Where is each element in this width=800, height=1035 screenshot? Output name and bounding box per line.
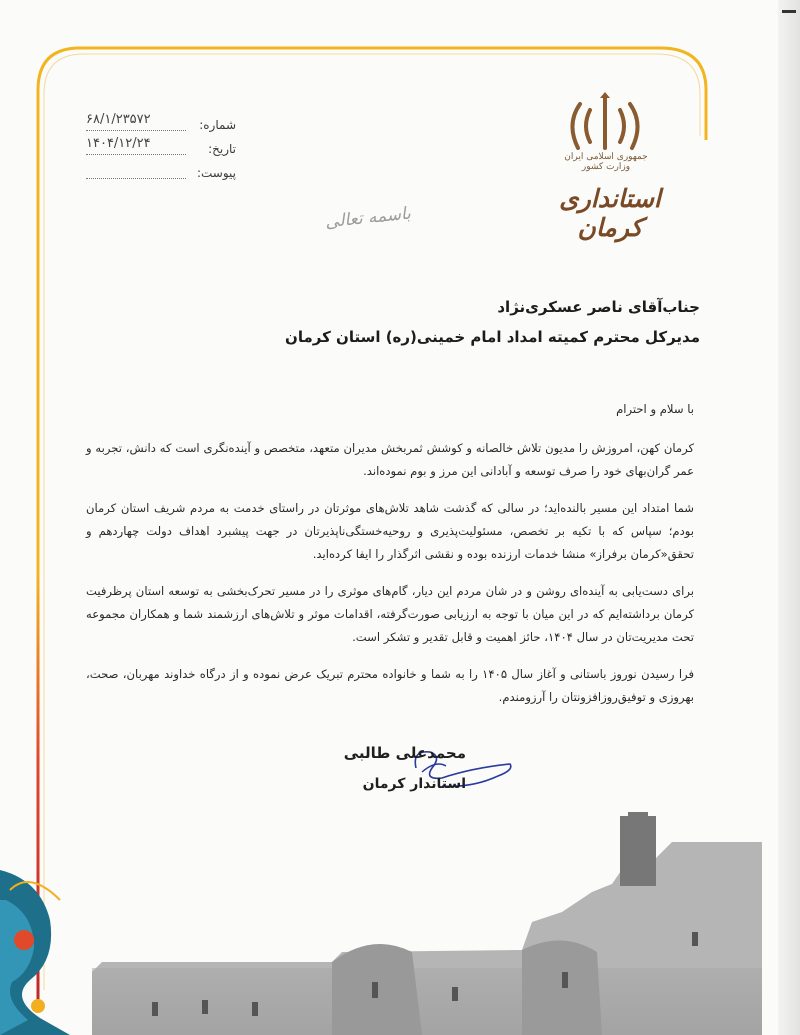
organization-name: استانداری کرمان [559,184,661,242]
emblem-subtitle-1: جمهوری اسلامی ایران [564,152,648,162]
date-row [86,136,236,160]
greeting: با سلام و احترام [616,402,694,416]
paragraph-4: فرا رسیدن نوروز باستانی و آغاز سال ۱۴۰۵ را به شما و خانواده محترم تبریک عرض نموده و از درگاه خداوند مهربان، صحت، بهروزی و توفیق‌روزافزونتان را آرزومندم. [86,667,694,704]
letter-body [86,398,694,723]
signer-name: محمدعلی طالبی [343,744,466,762]
number-value: ۶۸/۱/۲۳۵۷۲ [86,112,151,127]
addressee-line-1: جناب‌آقای ناصر عسکری‌نژاد [497,298,700,316]
attachment-row [86,160,236,184]
date-value: ۱۴۰۴/۱۲/۲۴ [86,136,151,151]
number-label: شماره: [199,118,236,132]
paragraph-3: برای دست‌یابی به آینده‌ای روشن و در شان مردم این دیار، گام‌های موثری را در مسیر تحرک‌بخشی به توسعه استان پرظرفیت کرمان برداشته‌ایم که در این میان با توجه به ارزیابی صورت‌گرفته، اقدامات موثر و تلاش‌های ارزشمند شما و همکاران مجموعه تحت مدیریت‌تان در سال ۱۴۰۴، حائز اهمیت و قابل تقدیر و تشکر است. [86,584,694,644]
emblem-subtitle-2: وزارت کشور [581,162,631,172]
number-row [86,112,236,136]
corner-ornament-icon [0,830,120,1035]
attachment-label: پیوست: [196,166,236,180]
basmala: باسمه تعالی [324,203,412,233]
date-label: تاریخ: [208,142,236,156]
number-line [86,130,186,131]
attachment-line [86,178,186,179]
letter-meta [86,112,236,184]
paragraph-2: شما امتداد این مسیر بالنده‌اید؛ در سالی که گذشت شاهد تلاش‌های موثرتان در راستای خدمت به مردم شریف استان کرمان بودم؛ سپاس که با تکیه بر تخصص، مسئولیت‌پذیری و روحیه‌خستگی‌ناپذیرتان در جهت پیشبرد اهداف دولت چهاردهم و تحقق«کرمان برفراز» منشا خدمات ارزنده بوده و نقشی اثرگذار را ایفا کرده‌اید. [86,501,694,561]
arg-e-bam-citadel-image [92,812,762,1035]
signer-title: استاندار کرمان [362,776,466,792]
emblem-subtitle [562,152,650,172]
date-line [86,154,186,155]
addressee-line-2: مدیرکل محترم کمیته امداد امام خمینی(ره) استان کرمان [285,328,700,346]
paragraph-1: کرمان کهن، امروزش را مدیون تلاش خالصانه و کوشش ثمربخش مدیران متعهد، متخصص و آینده‌نگری است که دانش، تجربه و عمر گران‌بهای خود را صرف توسعه و آبادانی این مرز و بوم نموده‌اند. [86,441,694,478]
addressee [285,298,700,358]
